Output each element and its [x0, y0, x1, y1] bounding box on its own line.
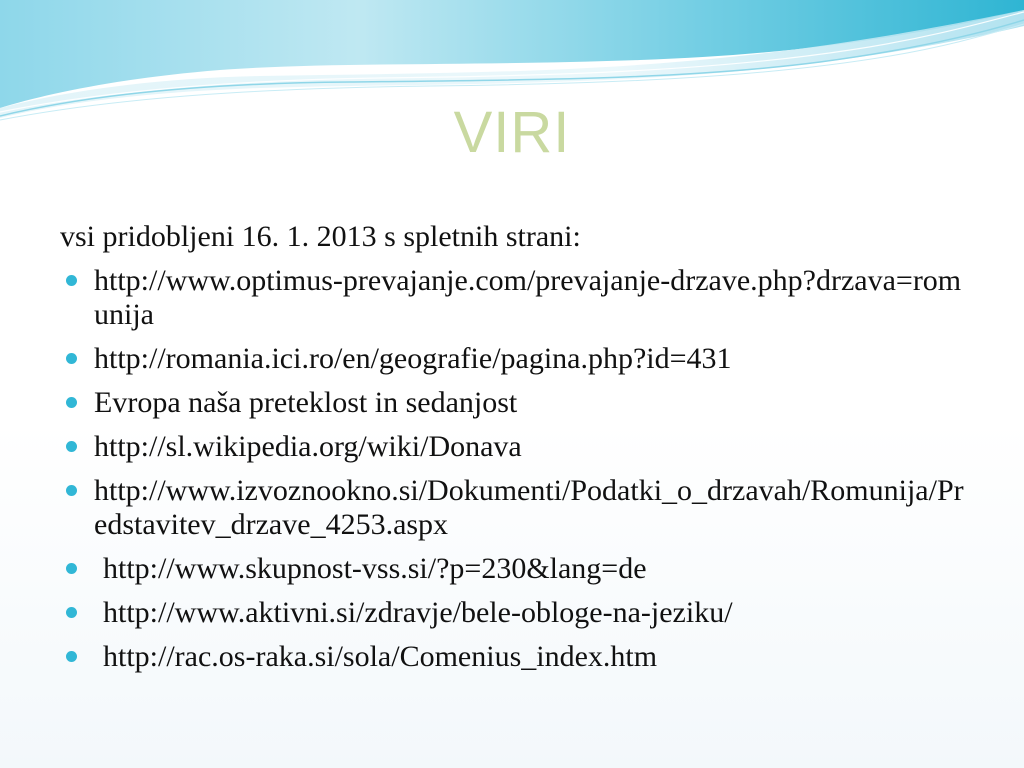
- source-text: http://www.optimus-prevajanje.com/prevajanje-drzave.php?drzava=romunija: [94, 264, 962, 331]
- source-list: [60, 264, 970, 674]
- bullet-icon: [66, 651, 77, 662]
- list-item: [60, 264, 970, 332]
- source-text: http://www.izvoznookno.si/Dokumenti/Podatki_o_drzavah/Romunija/Predstavitev_drzave_4253.aspx: [94, 474, 964, 541]
- bullet-icon: [66, 397, 77, 408]
- bullet-icon: [66, 441, 77, 452]
- source-text: http://romania.ici.ro/en/geografie/pagina.php?id=431: [94, 342, 732, 375]
- bullet-icon: [66, 485, 77, 496]
- source-text: http://www.skupnost-vss.si/?p=230&lang=de: [103, 552, 647, 585]
- list-item: [60, 552, 970, 586]
- slide-title: VIRI: [453, 100, 571, 165]
- bullet-icon: [66, 563, 77, 574]
- list-item: [60, 342, 970, 376]
- source-text: http://rac.os-raka.si/sola/Comenius_index.htm: [103, 640, 658, 673]
- source-text: http://www.aktivni.si/zdravje/bele-obloge-na-jeziku/: [103, 596, 733, 629]
- slide-content: [60, 220, 970, 684]
- bullet-icon: [66, 275, 77, 286]
- bullet-icon: [66, 353, 77, 364]
- list-item: [60, 386, 970, 420]
- list-item: [60, 430, 970, 464]
- list-item: [60, 596, 970, 630]
- list-item: [60, 640, 970, 674]
- intro-text: vsi pridobljeni 16. 1. 2013 s spletnih strani:: [60, 220, 581, 253]
- source-text: http://sl.wikipedia.org/wiki/Donava: [94, 430, 522, 463]
- bullet-icon: [66, 607, 77, 618]
- list-item: [60, 474, 970, 542]
- source-text: Evropa naša preteklost in sedanjost: [94, 386, 518, 419]
